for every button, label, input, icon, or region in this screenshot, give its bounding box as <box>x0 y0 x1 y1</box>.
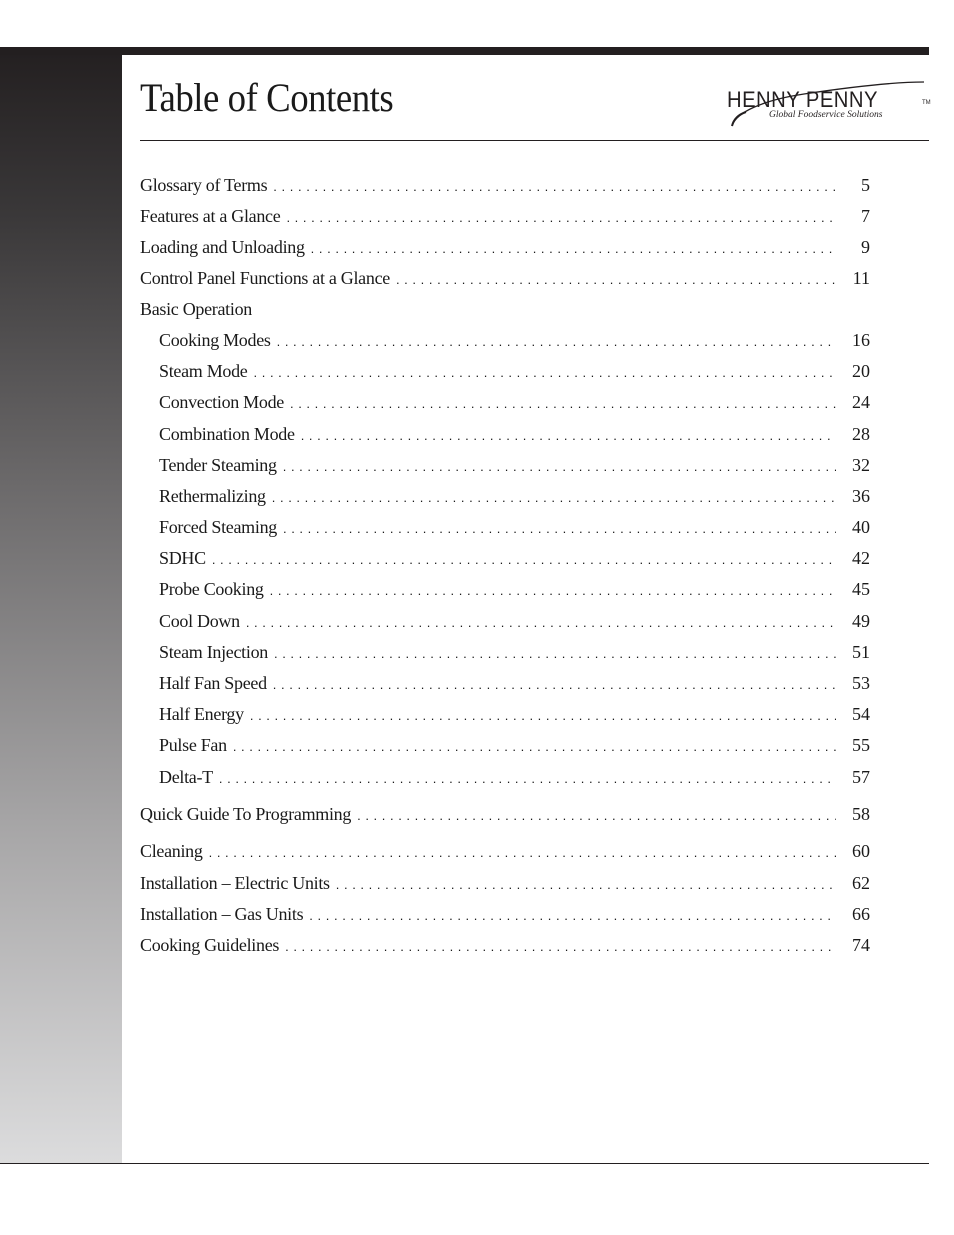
dot-leader <box>285 939 836 954</box>
toc-entry-label: Delta-T <box>159 767 213 787</box>
toc-entry-page: 7 <box>861 206 870 226</box>
toc-entry-label: Tender Steaming <box>159 455 277 475</box>
toc-entry-page: 28 <box>852 424 870 444</box>
toc-subentry[interactable] <box>159 611 870 635</box>
toc-entry[interactable] <box>140 268 870 292</box>
dot-leader <box>274 646 836 661</box>
dot-leader <box>286 210 836 225</box>
dot-leader <box>219 771 836 786</box>
toc-entry-page: 58 <box>852 804 870 824</box>
toc-entry-label: Cool Down <box>159 611 240 631</box>
dot-leader <box>209 845 836 860</box>
dot-leader <box>272 490 836 505</box>
toc-entry-label: Convection Mode <box>159 392 284 412</box>
toc-entry-page: 16 <box>852 330 870 350</box>
dot-leader <box>233 739 836 754</box>
toc-subentry[interactable] <box>159 455 870 479</box>
toc-entry-label: Steam Injection <box>159 642 268 662</box>
toc-entry-page: 57 <box>852 767 870 787</box>
toc-subentry[interactable] <box>159 704 870 728</box>
footer-divider <box>0 1163 929 1164</box>
dot-leader <box>283 459 836 474</box>
toc-entry[interactable] <box>140 175 870 199</box>
toc-entry-page: 24 <box>852 392 870 412</box>
toc-subentry[interactable] <box>159 517 870 541</box>
dot-leader <box>246 615 836 630</box>
dot-leader <box>270 583 836 598</box>
dot-leader <box>357 808 836 823</box>
toc-entry-label: Control Panel Functions at a Glance <box>140 268 390 288</box>
page-title: Table of Contents <box>140 75 394 120</box>
toc-entry-page: 49 <box>852 611 870 631</box>
logo-tagline: Global Foodservice Solutions <box>769 110 883 120</box>
dot-leader <box>254 365 837 380</box>
toc-entry[interactable] <box>140 873 870 897</box>
dot-leader <box>311 241 836 256</box>
toc-entry-page: 40 <box>852 517 870 537</box>
dot-leader <box>212 552 836 567</box>
toc-entry-label: Loading and Unloading <box>140 237 305 257</box>
toc-entry-label: SDHC <box>159 548 206 568</box>
toc-subentry[interactable] <box>159 642 870 666</box>
dot-leader <box>273 179 836 194</box>
toc-entry-page: 32 <box>852 455 870 475</box>
dot-leader <box>290 396 836 411</box>
toc-subentry[interactable] <box>159 330 870 354</box>
toc-entry-label: Combination Mode <box>159 424 295 444</box>
toc-entry[interactable] <box>140 841 870 865</box>
toc-subentry[interactable] <box>159 673 870 697</box>
toc-entry[interactable] <box>140 804 870 828</box>
toc-entry-page: 11 <box>852 268 870 288</box>
toc-entry-label: Features at a Glance <box>140 206 281 226</box>
toc-entry-label: Installation – Gas Units <box>140 904 304 924</box>
toc-subentry[interactable] <box>159 361 870 385</box>
toc-entry-page: 51 <box>852 642 870 662</box>
toc-subentry[interactable] <box>159 486 870 510</box>
toc-subentry[interactable] <box>159 548 870 572</box>
toc-entry-page: 45 <box>852 579 870 599</box>
toc-entry[interactable] <box>140 206 870 230</box>
toc-subentry[interactable] <box>159 424 870 448</box>
toc-subentry[interactable] <box>159 579 870 603</box>
toc-entry-page: 53 <box>852 673 870 693</box>
logo-trademark: TM <box>922 100 931 106</box>
toc-entry-label: Probe Cooking <box>159 579 264 599</box>
toc-entry-label: Cooking Guidelines <box>140 935 280 955</box>
toc-entry-page: 42 <box>852 548 870 568</box>
toc-section-heading: Basic Operation <box>140 299 252 319</box>
toc-entry-label: Forced Steaming <box>159 517 277 537</box>
toc-subentry[interactable] <box>159 735 870 759</box>
sidebar-gradient-bar <box>0 47 122 1164</box>
toc-entry-page: 5 <box>861 175 870 195</box>
toc-entry-label: Glossary of Terms <box>140 175 268 195</box>
toc-subentry[interactable] <box>159 392 870 416</box>
toc-entry-page: 55 <box>852 735 870 755</box>
toc-entry[interactable] <box>140 237 870 261</box>
toc-entry-label: Cleaning <box>140 841 203 861</box>
dot-leader <box>250 708 836 723</box>
header-divider <box>140 140 929 141</box>
logo-brand-text: HENNY PENNY <box>727 87 878 112</box>
dot-leader <box>301 428 836 443</box>
toc-entry-page: 54 <box>852 704 870 724</box>
toc-entry-label: Quick Guide To Programming <box>140 804 352 824</box>
toc-entry-label: Steam Mode <box>159 361 248 381</box>
toc-entry-page: 74 <box>852 935 870 955</box>
toc-entry-page: 20 <box>852 361 870 381</box>
toc-entry-page: 60 <box>852 841 870 861</box>
dot-leader <box>336 877 836 892</box>
toc-entry-page: 9 <box>861 237 870 257</box>
dot-leader <box>309 908 836 923</box>
dot-leader <box>277 334 836 349</box>
toc-entry-label: Cooking Modes <box>159 330 271 350</box>
toc-entry-label: Rethermalizing <box>159 486 266 506</box>
toc-entry-page: 62 <box>852 873 870 893</box>
top-border-bar <box>0 47 929 55</box>
henny-penny-logo <box>724 74 934 130</box>
toc-entry-label: Installation – Electric Units <box>140 873 330 893</box>
toc-entry-label: Pulse Fan <box>159 735 227 755</box>
dot-leader <box>273 677 836 692</box>
toc-entry-label: Half Energy <box>159 704 244 724</box>
dot-leader <box>396 272 836 287</box>
toc-entry-page: 66 <box>852 904 870 924</box>
toc-entry-page: 36 <box>852 486 870 506</box>
toc-entry[interactable] <box>140 904 870 928</box>
toc-subentry[interactable] <box>159 767 870 791</box>
toc-entry[interactable] <box>140 935 870 959</box>
toc-entry-label: Half Fan Speed <box>159 673 267 693</box>
dot-leader <box>283 521 836 536</box>
